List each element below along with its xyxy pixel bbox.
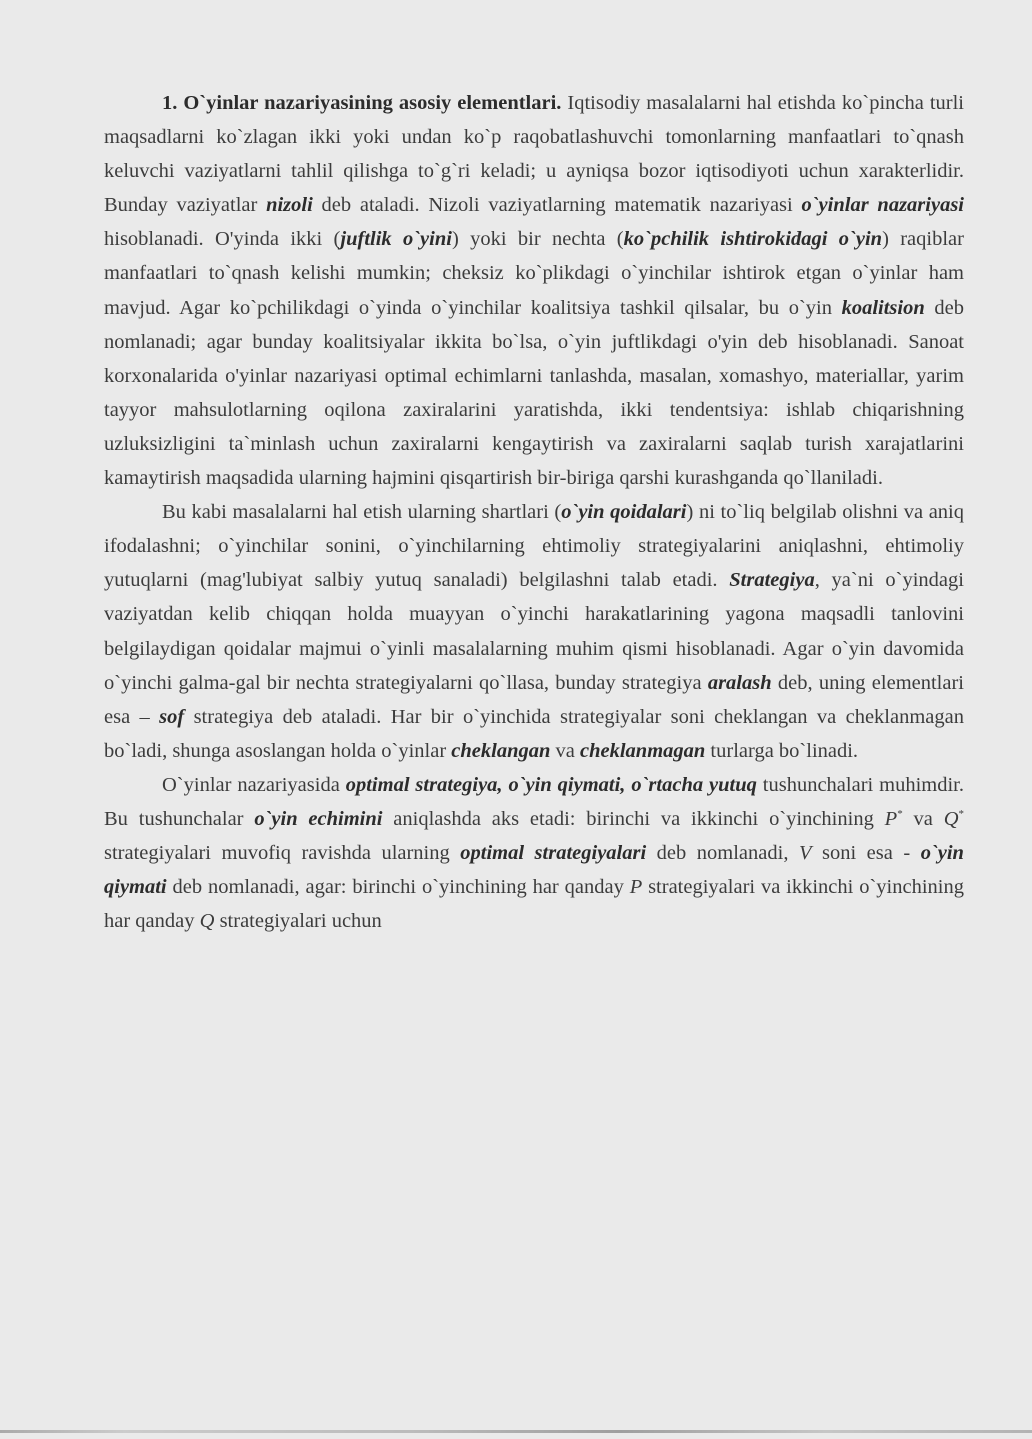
term-nizoli: nizoli [266, 194, 313, 217]
term-oyinlar-nazariyasi: o`yinlar nazariyasi [801, 194, 964, 217]
text: ) ni to`liq belgilab olishni va aniq ifodalashni; o`yinchilar sonini, o`yinchilarning ehtimoliy strategiyalarini aniqlashni, ehtimoliy yutuqlarni (mag'lubiyat salbiy yutuq sanaladi) belgilashni talab etadi. [104, 501, 964, 592]
text: deb nomlanadi, agar: birinchi o`yinchining har qanday [166, 876, 630, 899]
term-aralash: aralash [707, 671, 772, 694]
text: soni esa - [811, 842, 921, 865]
text: strategiyalari muvofiq ravishda ularning [104, 842, 461, 865]
text: deb, uning elementlari esa – [104, 671, 964, 728]
text: deb nomlanadi, [646, 842, 799, 865]
text: , ya`ni o`yindagi vaziyatdan kelib chiqqan holda muayyan o`yinchi harakatlarining yagona maqsadli tanlovini belgilaydigan qoidalar majmui o`yinli masalalarning muhim qismi hisoblanadi. Agar o`yin davomida o`yinchi galma-gal bir nechta strategiyalarni qo`llasa, bunday strategiya [104, 569, 964, 694]
variable-v: V [798, 842, 812, 865]
text: deb ataladi. Nizoli vaziyatlarning matematik nazariyasi [312, 194, 802, 217]
term-oyin-qiymati: o`yin qiymati [104, 842, 964, 899]
text: Iqtisodiy masalalarni hal etishda ko`pincha turli maqsadlarni ko`zlagan ikki yoki undan ko`p raqobatlashuvchi tomonlarning manfaatlari to`qnash keluvchi vaziyatlarni tahlil qilishga to`g`ri keladi; u ayniqsa bozor iqtisodiyoti uchun xarakterlidir. Bunday vaziyatlar [104, 92, 964, 217]
text: Bu kabi masalalarni hal etish ularning shartlari ( [162, 501, 562, 524]
term-kopchilik-oyin: ko`pchilik ishtirokidagi o`yin [623, 228, 883, 251]
text: strategiyalari va ikkinchi o`yinchining har qanday [104, 876, 964, 933]
term-strategiya: Strategiya [729, 569, 815, 592]
variable-q: Q [943, 807, 959, 830]
paragraph-3 [104, 768, 964, 938]
variable-q: Q [199, 910, 215, 933]
term-oyin-echimini: o`yin echimini [254, 807, 383, 830]
superscript-star: * [897, 808, 903, 821]
section-heading: 1. O`yinlar nazariyasining asosiy elementlari. [162, 92, 562, 114]
term-cheklanmagan: cheklanmagan [580, 739, 706, 762]
text: deb nomlanadi; agar bunday koalitsiyalar ikkita bo`lsa, o`yin juftlikdagi o'yin deb hisoblanadi. Sanoat korxonalarida o'yinlar nazariyasi optimal echimlarni tanlashda, masalan, xomashyo, materiallar, yarim tayyor mahsulotlarning oqilona zaxiralarini yaratishda, ikki tendentsiya: ishlab chiqarishning uzluksizligini ta`minlash uchun zaxiralarni kengaytirish va zaxiralarni saqlab turish xarajatlarini kamaytirish maqsadida ularning hajmini qisqartirish bir-biriga qarshi kurashganda qo`llaniladi. [104, 296, 964, 490]
scan-edge-line [0, 1430, 1032, 1433]
term-sof: sof [159, 705, 185, 728]
term-koalitsion: koalitsion [841, 296, 925, 319]
text: ) yoki bir nechta ( [451, 228, 624, 251]
text: strategiyalari uchun [214, 910, 382, 933]
text: O`yinlar nazariyasida [162, 773, 346, 796]
term-optimal-strategiyalari: optimal strategiyalari [460, 842, 647, 865]
term-optimal-strategiya: optimal strategiya, o`yin qiymati, o`rtacha yutuq [345, 773, 757, 796]
text: tushunchalari muhimdir. Bu tushunchalar [104, 773, 964, 830]
superscript-star: * [958, 808, 964, 821]
text: va [902, 807, 944, 830]
paragraph-1 [104, 86, 964, 495]
text: ) raqiblar manfaatlari to`qnash kelishi mumkin; cheksiz ko`plikdagi o`yinchilar ishtirok etgan o`yinlar ham mavjud. Agar ko`pchilikdagi o`yinda o`yinchilar koalitsiya tashkil qilsalar, bu o`yin [104, 228, 964, 319]
text: strategiya deb ataladi. Har bir o`yinchida strategiyalar soni cheklangan va cheklanmagan bo`ladi, shunga asoslangan holda o`yinlar [104, 705, 964, 762]
variable-p: P [629, 876, 643, 899]
paragraph-2 [104, 495, 964, 768]
variable-p: P [884, 807, 898, 830]
term-oyin-qoidalari: o`yin qoidalari [561, 501, 687, 524]
term-juftlik-oyini: juftlik o`yini [340, 228, 452, 251]
term-cheklangan: cheklangan [451, 739, 551, 762]
text: va [550, 739, 580, 762]
text: turlarga bo`linadi. [705, 739, 859, 762]
page-content [104, 86, 964, 938]
text: hisoblanadi. O'yinda ikki ( [104, 228, 341, 251]
text: aniqlashda aks etadi: birinchi va ikkinchi o`yinchining [382, 807, 885, 830]
